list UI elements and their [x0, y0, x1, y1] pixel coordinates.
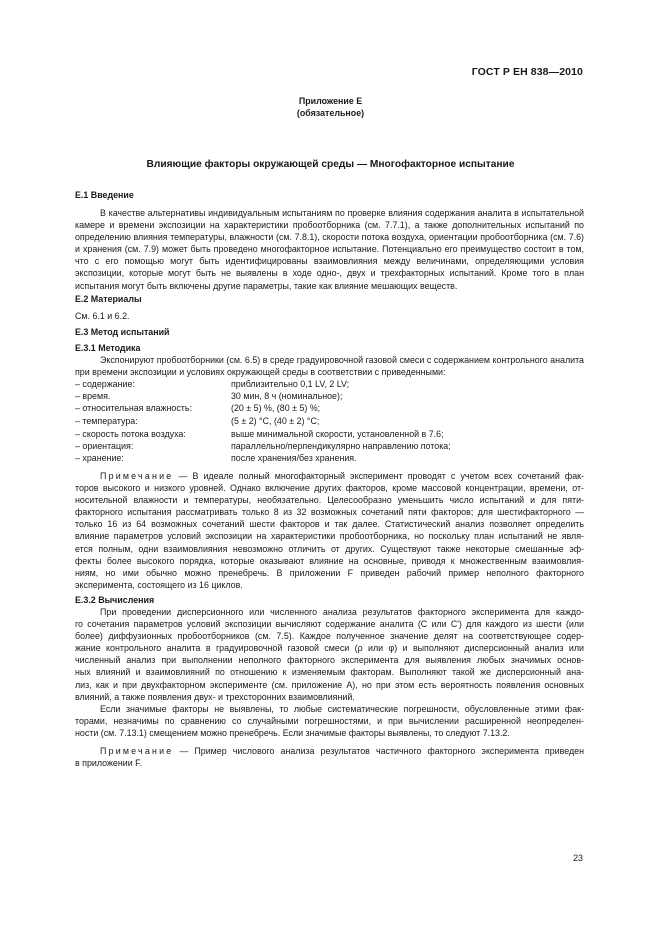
note-line: влияние параметров условий экспозиции на характеристики пробоотборника, но поскольку план испытаний не явля-	[75, 531, 584, 542]
annex-title: Влияющие факторы окружающей среды — Многофакторное испытание	[146, 159, 515, 170]
section-heading-e32: Е.3.2 Вычисления	[75, 595, 155, 605]
note-line: Примечание — Пример числового анализа результатов частичного факторного эксперимента приведен	[100, 746, 584, 756]
text-line: торами, незначимы по сравнению со случайными погрешностями, и при вычислении расширенной неопределен-	[75, 716, 584, 727]
condition-row	[75, 428, 584, 440]
section-intro-e31: Экспонируют пробоотборники (см. 6.5) в среде градуировочной газовой смеси с содержанием контрольного аналита при времени экспозиции и условиях окружающей среды в соответствии с приведенными:	[75, 355, 584, 378]
condition-value: (20 ± 5) %, (80 ± 5) %;	[231, 403, 321, 413]
note-e31	[75, 470, 584, 591]
note-line: ется полным, одни взаимовлияния невозможно отличить от других. Существуют также некоторые смешанные эф-	[75, 543, 584, 554]
text-line: Если значимые факторы не выявлены, то любые систематические погрешности, обусловленные этими фак-	[100, 704, 584, 714]
note-line: ниям, но ими обычно можно пренебречь. В приложении F приведен рабочий пример неполного факторного	[75, 567, 584, 578]
condition-label: – содержание:	[75, 379, 135, 389]
condition-label: – время.	[75, 391, 111, 401]
section-heading-e31: Е.3.1 Методика	[75, 343, 141, 353]
note-e32	[75, 745, 584, 769]
section-heading-e2: Е.2 Материалы	[75, 294, 142, 304]
condition-label: – скорость потока воздуха:	[75, 429, 186, 439]
text-line: го сочетания параметров условий экспозиции вычисляют содержание аналита (С или С') для каждого из шести (или	[75, 619, 584, 630]
condition-row	[75, 390, 584, 402]
note-line: Примечание — В идеале полный многофакторный эксперимент проводят с учетом всех сочетаний фак-	[100, 471, 585, 481]
condition-label: – ориентация:	[75, 441, 134, 451]
note-line: в приложении F.	[75, 758, 143, 769]
note-line: фекты более высокого порядка, которые оказывают влияние на основные, приводя к множественным взаимовлия-	[75, 555, 584, 566]
text-line: влияний, а также появления двух- и трехсторонних взаимовлияний.	[75, 691, 355, 702]
note-line: эксперимента, состоящего из 16 циклов.	[75, 579, 243, 590]
condition-value: (5 ± 2) °С, (40 ± 2) °С;	[231, 416, 320, 426]
note-label: Примечание	[100, 471, 174, 481]
section-text-e32-para1	[75, 606, 584, 703]
condition-label: – относительная влажность:	[75, 403, 192, 413]
standard-designation: ГОСТ Р ЕН 838—2010	[471, 66, 583, 78]
condition-label: – хранение:	[75, 453, 124, 463]
condition-row	[75, 415, 584, 427]
condition-row	[75, 402, 584, 414]
annex-label: Приложение Е	[298, 96, 363, 106]
note-line: торов высокого и низкого уровней. Однако включение других факторов, кроме массовой концентрации, времени, от-	[75, 483, 584, 494]
text-line: численный анализ при выполнении неполного факторного эксперимента для выявления любых значимых основ-	[75, 655, 584, 666]
note-line: носительной влажности и температуры, необязательно. Целесообразно уменьшить число испытаний и для пяти-	[75, 495, 584, 506]
section-text-e1: В качестве альтернативы индивидуальным испытаниям по проверке влияния содержания аналита в испытательной камере и времени экспозиции на характеристики пробоотборника (см. 7.7.1), а также дополнительных испытаний по определению влияния температуры, влажности (см. 7.8.1), скорости потока воздуха, ориентации пробоотборника (см. 7.6) и хранения (см. 7.9) может быть проведено многофакторное испытание. Потенциально его преимущество состоит в том, что с его помощью могут быть идентифицированы взаимовлияния между величинами, определяющими условия экспозиции, которые могут быть не выявлены в ходе одно-, двух и трехфакторных испытаний. Кроме того в план испытания могут быть включены другие параметры, такие как влияние мешающих веществ.	[75, 208, 584, 291]
condition-value: приблизительно 0,1 LV, 2 LV;	[231, 379, 350, 389]
text-line: жание контрольного аналита в градуировочной газовой смеси (ρ или φ) и выполняют дисперсионный анализ или	[75, 643, 584, 654]
text-line: лиз, как и при двухфакторном эксперименте (см. приложение А), но при этом есть вероятность появления основных	[75, 679, 584, 690]
annex-status: (обязательное)	[296, 108, 365, 118]
note-line: только 16 из 64 возможных сочетаний шести факторов и так далее. Статистический анализ позволяет определить	[75, 519, 584, 530]
section-text-e32-para2	[75, 703, 584, 739]
condition-value: параллельно/перпендикулярно направлению потока;	[231, 441, 451, 451]
note-line: факторного испытания рассматривать только 8 из 32 возможных сочетаний пяти факторов; для шестифакторного —	[75, 507, 584, 518]
text-line: ности (см. 7.13.1) смещением можно пренебречь. Если значимые факторы выявлены, то следуют 7.13.2.	[75, 728, 510, 739]
text-line: более) диффузионных пробоотборников (см. 7.5). Каждое полученное значение делят на соответствующее содер-	[75, 631, 584, 642]
condition-label: – температура:	[75, 416, 138, 426]
page-number: 23	[573, 853, 583, 863]
condition-value: 30 мин, 8 ч (номинальное);	[231, 391, 343, 401]
section-heading-e1: Е.1 Введение	[75, 190, 134, 200]
section-text-e2: См. 6.1 и 6.2.	[75, 311, 130, 321]
condition-value: выше минимальной скорости, установленной в 7.6;	[231, 429, 444, 439]
condition-value: после хранения/без хранения.	[231, 453, 357, 463]
text-line: При проведении дисперсионного или численного анализа результатов факторного эксперимента для каждо-	[100, 607, 584, 617]
condition-row	[75, 452, 584, 464]
section-heading-e3: Е.3 Метод испытаний	[75, 327, 170, 337]
condition-row	[75, 440, 584, 452]
condition-row	[75, 378, 584, 390]
text-line: ных влияний и взаимовлияний по отношению к изменяемым факторам. Выполняют такой же дисперсионный ана-	[75, 667, 584, 678]
note-label: Примечание	[100, 746, 174, 756]
